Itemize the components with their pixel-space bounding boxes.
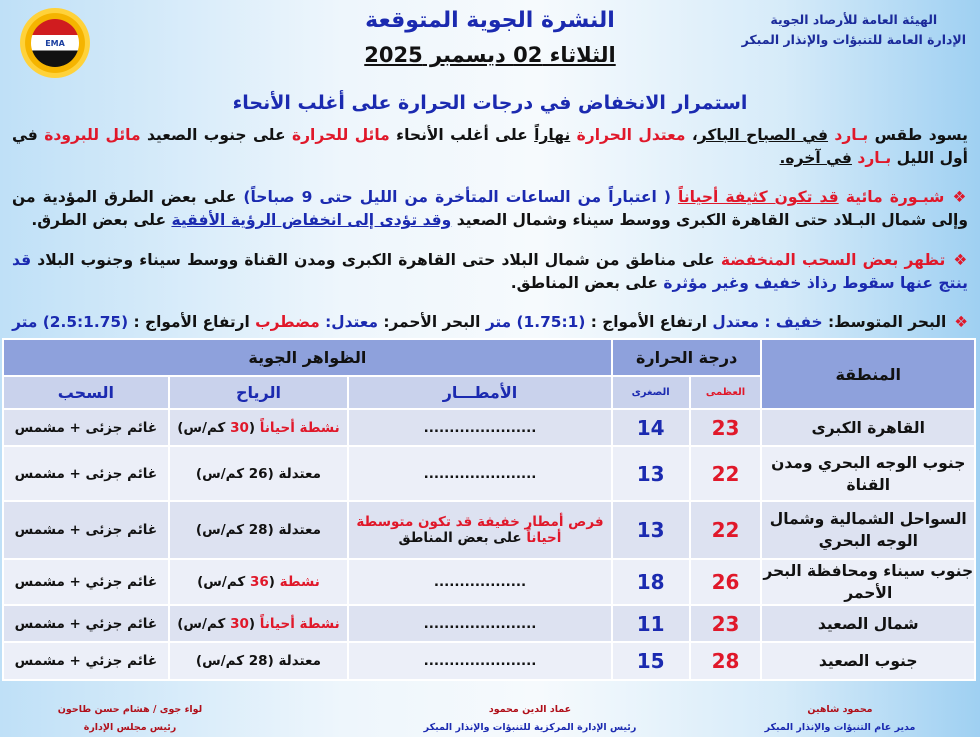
bulletin-title: النشرة الجوية المتوقعة	[365, 8, 615, 33]
text-segment: ..................	[433, 574, 527, 590]
text-segment: البحر الأحمر:	[377, 312, 486, 331]
signature-2	[380, 701, 680, 737]
wind-cell	[169, 409, 349, 446]
clouds-cell: غائم جزئى + مشمس	[3, 501, 169, 559]
clouds-cell: غائم جزئي + مشمس	[3, 642, 169, 680]
text-segment: ،	[685, 126, 698, 144]
text-segment: قد ينتج عنها سقوط رذاذ خفيف وغير مؤثرة	[12, 250, 968, 292]
bulletin-text	[12, 124, 968, 334]
text-segment: ( اعتباراً من الساعات المتأخرة من الليل حتى 9 صباحاً)	[243, 188, 679, 207]
text-segment: وقد تؤدى إلى انخفاض الرؤية الأفقية	[171, 211, 452, 230]
rain-cell	[348, 501, 612, 559]
text-segment: ......................	[423, 465, 537, 482]
header-wind: الرياح	[169, 376, 349, 409]
header-region: المنطقة	[761, 339, 975, 409]
header-clouds: السحب	[3, 376, 169, 409]
text-segment: خفيف : معتدل	[712, 312, 823, 331]
text-segment: على بعض الطرق.	[31, 211, 172, 230]
max-temp-cell: 23	[690, 409, 762, 446]
text-segment: 30	[230, 615, 249, 632]
org-line-1: الهيئة العامة للأرصاد الجوية	[770, 12, 938, 27]
wind-cell	[169, 501, 349, 559]
text-segment: ......................	[423, 615, 537, 632]
rain-cell	[348, 605, 612, 642]
min-temp-cell: 13	[612, 501, 690, 559]
text-segment: (2.5:1.75) متر	[12, 312, 129, 331]
bullet-icon: ❖	[952, 188, 969, 207]
region-cell: القاهرة الكبرى	[761, 409, 975, 446]
text-segment: نشطة	[274, 574, 320, 590]
text-segment: شبـورة مائية	[838, 188, 945, 207]
sea-bullet	[12, 311, 968, 334]
headline: استمرار الانخفاض في درجات الحرارة على أغلب الأنحاء	[232, 92, 748, 114]
max-temp-cell: 22	[690, 446, 762, 501]
signer-name: لواء جوى / هشام حسن طاحون	[57, 704, 203, 715]
text-segment: مائل للحرارة	[291, 126, 390, 144]
max-temp-cell: 26	[690, 559, 762, 605]
header-rain: الأمطـــار	[348, 376, 612, 409]
text-segment: معتدلة (28 كم/س)	[195, 653, 321, 669]
clouds-cell: غائم جزئى + مشمس	[3, 446, 169, 501]
wind-cell	[169, 559, 349, 605]
text-segment: ارتفاع الأمواج :	[128, 312, 256, 331]
bulletin-date	[0, 43, 980, 67]
signer-role: رئيس مجلس الإدارة	[83, 722, 177, 733]
signature-3	[30, 701, 230, 737]
table-row	[3, 501, 975, 559]
table-row	[3, 446, 975, 501]
text-segment: على مناطق من شمال البلاد حتى القاهرة الكبرى ومدن القناة ووسط سيناء وجنوب البلاد	[31, 250, 721, 269]
signature-1	[710, 701, 970, 737]
signer-role: مدير عام التنبؤات والإنذار المبكر	[764, 722, 916, 733]
text-segment: كم/س)	[177, 419, 231, 436]
min-temp-cell: 13	[612, 446, 690, 501]
max-temp-cell: 22	[690, 501, 762, 559]
text-segment: تظهر بعض السحب المنخفضة	[720, 250, 946, 269]
rain-cell	[348, 642, 612, 680]
text-segment: في أول الليل	[12, 126, 968, 167]
text-segment: فرص أمطار خفيفة قد تكون متوسطة أحياناً	[356, 514, 604, 546]
table-row	[3, 559, 975, 605]
text-segment: ......................	[423, 653, 537, 669]
wind-cell	[169, 605, 349, 642]
text-segment: (	[248, 419, 256, 436]
text-segment: قد تكون كثيفة أحياناً	[678, 188, 839, 207]
table-row	[3, 642, 975, 680]
text-segment: نشطة أحياناً	[255, 419, 340, 436]
text-segment: في آخره.	[779, 149, 852, 167]
text-segment: ......................	[423, 419, 537, 436]
text-segment: معتدلة (28 كم/س)	[195, 522, 321, 538]
min-temp-cell: 14	[612, 409, 690, 446]
clouds-cell: غائم جزئى + مشمس	[3, 409, 169, 446]
text-segment: في الصباح الباكر	[697, 126, 829, 144]
min-temp-cell: 15	[612, 642, 690, 680]
region-cell: جنوب سيناء ومحافظة البحر الأحمر	[761, 559, 975, 605]
min-temp-cell: 18	[612, 559, 690, 605]
region-cell: شمال الصعيد	[761, 605, 975, 642]
text-segment: على بعض المناطق.	[510, 273, 664, 292]
signer-name: محمود شاهين	[807, 704, 873, 715]
table-row	[3, 409, 975, 446]
text-segment: على جنوب الصعيد	[140, 126, 292, 144]
rain-cell	[348, 409, 612, 446]
text-segment: بـارد	[857, 149, 892, 167]
org-line-2: الإدارة العامة للتنبؤات والإنذار المبكر	[741, 32, 966, 47]
rain-cell	[348, 559, 612, 605]
text-segment: (	[268, 574, 275, 590]
region-cell: جنوب الصعيد	[761, 642, 975, 680]
text-segment: نشطة أحياناً	[255, 615, 340, 632]
bullet-icon: ❖	[953, 250, 968, 269]
header-min: الصغرى	[612, 376, 690, 409]
signer-name: عماد الدين محمود	[488, 704, 572, 715]
summary-paragraph	[12, 124, 968, 170]
max-temp-cell: 23	[690, 605, 762, 642]
clouds-cell: غائم جزئي + مشمس	[3, 605, 169, 642]
text-segment: على أغلب الأنحاء	[389, 126, 535, 144]
bullet-icon: ❖	[954, 312, 968, 331]
clouds-cell: غائم جزئي + مشمس	[3, 559, 169, 605]
forecast-table	[2, 338, 976, 681]
region-cell: السواحل الشمالية وشمال الوجه البحري	[761, 501, 975, 559]
rain-cell	[348, 446, 612, 501]
text-segment: يسود طقس	[868, 126, 968, 144]
text-segment: البحر المتوسط:	[822, 312, 947, 331]
text-segment: نهاراً	[534, 126, 571, 144]
date-text: الثلاثاء 02 ديسمبر 2025	[364, 43, 616, 67]
wind-cell	[169, 446, 349, 501]
text-segment: (1.75:1) متر	[485, 312, 586, 331]
text-segment: 36	[249, 574, 269, 590]
text-segment: مضطرب	[255, 312, 320, 331]
min-temp-cell: 11	[612, 605, 690, 642]
region-cell: جنوب الوجه البحري ومدن القناة	[761, 446, 975, 501]
ema-logo: EMA	[20, 8, 90, 78]
header-max: العظمى	[690, 376, 762, 409]
text-segment: 30	[230, 419, 249, 436]
fog-bullet	[12, 186, 968, 232]
max-temp-cell: 28	[690, 642, 762, 680]
text-segment: بـارد	[834, 126, 869, 144]
text-segment: على بعض الطرق المؤدية من وإلى شمال البـلاد حتى القاهرة الكبرى ووسط سيناء وشمال الصعيد	[12, 188, 968, 230]
header-temperature: درجة الحرارة	[612, 339, 762, 376]
text-segment: معتدل الحرارة	[576, 126, 686, 144]
table-row	[3, 605, 975, 642]
signer-role: رئيس الإدارة المركزية للتنبؤات والإنذار المبكر	[423, 722, 637, 733]
text-segment: على بعض المناطق	[398, 530, 527, 546]
text-segment: معتدلة (26 كم/س)	[195, 465, 321, 482]
text-segment: مائل للبرودة	[44, 126, 141, 144]
wind-cell	[169, 642, 349, 680]
clouds-bullet	[12, 249, 968, 295]
text-segment: ارتفاع الأمواج :	[585, 312, 713, 331]
header-phenomena: الظواهر الجوية	[3, 339, 612, 376]
text-segment: معتدل:	[319, 312, 378, 331]
text-segment: كم/س)	[197, 574, 250, 590]
text-segment: كم/س)	[177, 615, 231, 632]
text-segment: (	[248, 615, 256, 632]
